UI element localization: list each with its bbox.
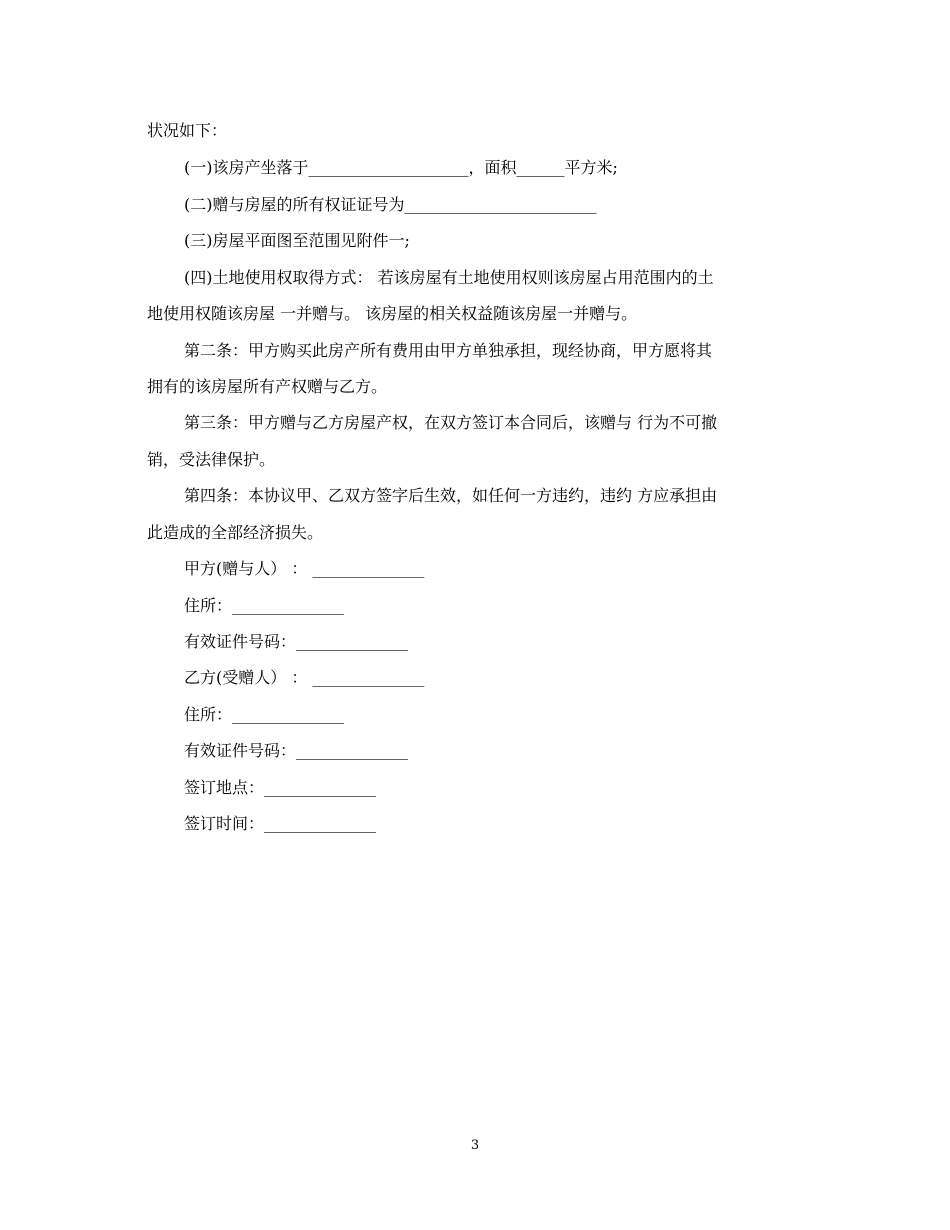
text-line-land-use-right: (四)土地使用权取得方式： 若该房屋有土地使用权则该房屋占用范围内的土 (184, 268, 714, 287)
text-line-ownership-certificate: (二)赠与房屋的所有权证证号为________________________ (184, 195, 597, 214)
text-line-article-three: 第三条：甲方赠与乙方房屋产权，在双方签订本合同后，该赠与 行为不可撤 (184, 413, 718, 432)
text-line-article-four: 第四条：本协议甲、乙双方签字后生效，如任何一方违约，违约 方应承担由 (184, 486, 718, 505)
signature-field-party-b: 乙方(受赠人） ： ______________ (184, 668, 425, 687)
text-line-article-two-continued: 拥有的该房屋所有产权赠与乙方。 (147, 377, 388, 396)
signing-time-field: 签订时间：______________ (184, 814, 377, 833)
address-field-party-a: 住所：______________ (184, 596, 345, 615)
text-line-article-three-continued: 销，受法律保护。 (147, 450, 276, 469)
text-line-status-intro: 状况如下： (147, 121, 228, 140)
address-field-party-b: 住所：______________ (184, 705, 345, 724)
text-line-floor-plan: (三)房屋平面图至范围见附件一; (184, 231, 410, 250)
text-line-article-two: 第二条：甲方购买此房产所有费用由甲方单独承担，现经协商，甲方愿将其 (184, 341, 713, 360)
page-number: 3 (470, 1138, 480, 1153)
id-number-field-party-b: 有效证件号码：______________ (184, 741, 409, 760)
text-line-article-four-continued: 此造成的全部经济损失。 (147, 523, 324, 542)
text-line-land-use-right-continued: 地使用权随该房屋 一并赠与。 该房屋的相关权益随该房屋一并赠与。 (147, 304, 638, 323)
text-line-property-location: (一)该房产坐落于____________________，面积______平方米; (184, 158, 618, 177)
signing-place-field: 签订地点：______________ (184, 778, 377, 797)
signature-field-party-a: 甲方(赠与人） ： ______________ (184, 559, 425, 578)
id-number-field-party-a: 有效证件号码：______________ (184, 632, 409, 651)
